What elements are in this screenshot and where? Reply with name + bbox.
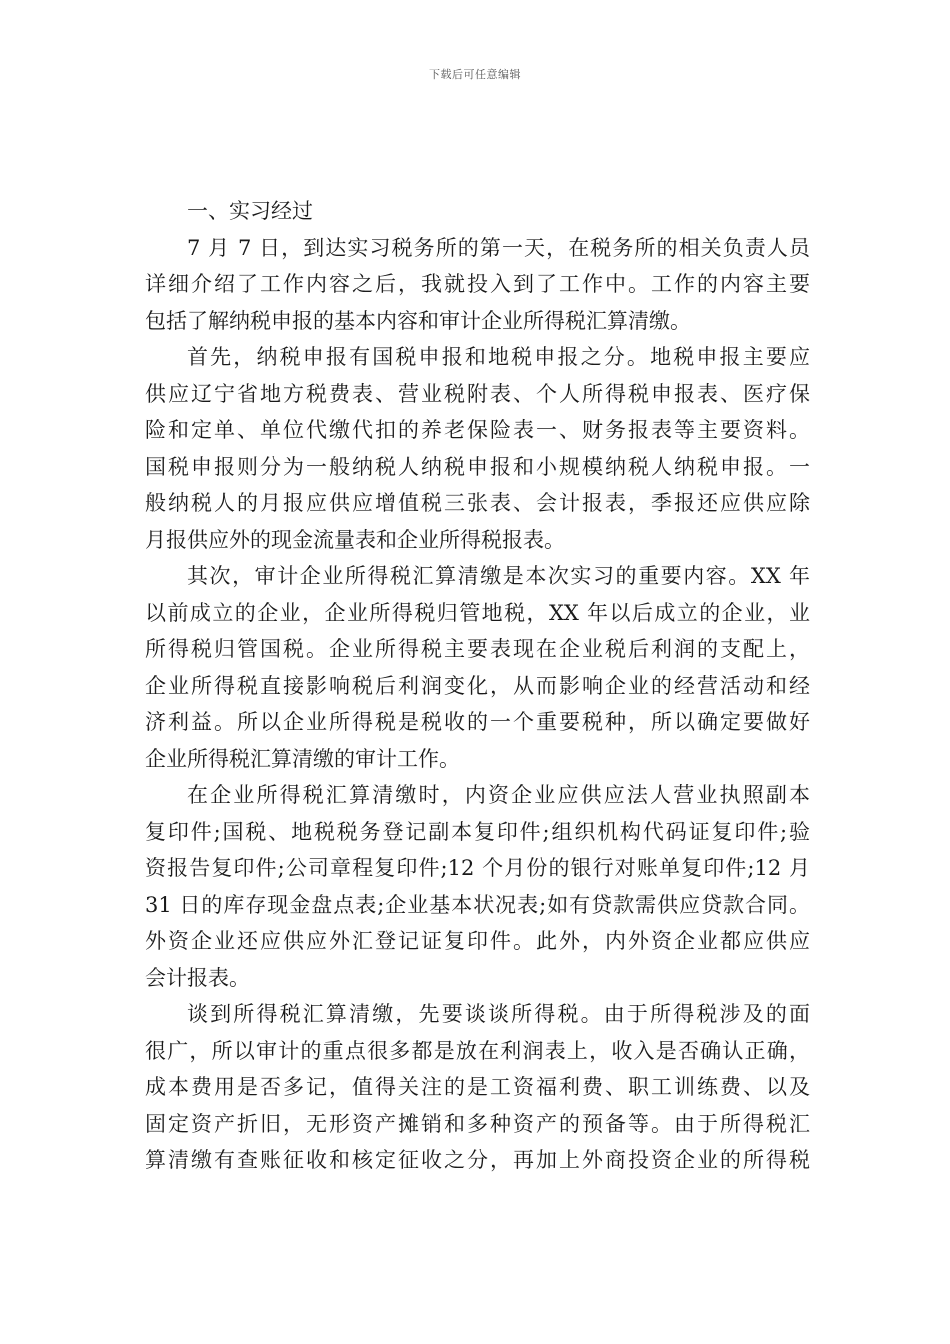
paragraph-line: 企业所得税直接影响税后利润变化，从而影响企业的经营活动和经 (145, 673, 810, 698)
paragraph-line: 7 月 7 日，到达实习税务所的第一天，在税务所的相关负责人员 (187, 235, 810, 260)
paragraph-line: 般纳税人的月报应供应增值税三张表、会计报表，季报还应供应除 (145, 491, 810, 515)
paragraph-line: 会计报表。 (145, 965, 250, 990)
paragraph-line: 国税申报则分为一般纳税人纳税申报和小规模纳税人纳税申报。一 (145, 454, 810, 479)
paragraph-line: 固定资产折旧，无形资产摊销和多种资产的预备等。由于所得税汇 (145, 1111, 810, 1136)
paragraph-line: 月报供应外的现金流量表和企业所得税报表。 (145, 527, 565, 552)
paragraph-line: 外资企业还应供应外汇登记证复印件。此外，内外资企业都应供应 (145, 929, 810, 953)
paragraph-line: 所得税归管国税。企业所得税主要表现在企业税后利润的支配上， (145, 637, 810, 661)
paragraph-line: 很广，所以审计的重点很多都是放在利润表上，收入是否确认正确， (145, 1038, 810, 1063)
paragraph-line: 其次，审计企业所得税汇算清缴是本次实习的重要内容。XX 年 (187, 564, 810, 588)
paragraph-line: 复印件;国税、地税税务登记副本复印件;组织机构代码证复印件;验 (145, 819, 810, 844)
paragraph-line: 算清缴有查账征收和核定征收之分，再加上外商投资企业的所得税 (145, 1148, 810, 1172)
paragraph-line: 31 日的库存现金盘点表;企业基本状况表;如有贷款需供应贷款合同。 (145, 892, 810, 917)
paragraph-line: 济利益。所以企业所得税是税收的一个重要税种，所以确定要做好 (145, 710, 810, 734)
paragraph-line: 资报告复印件;公司章程复印件;12 个月份的银行对账单复印件;12 月 (145, 856, 810, 880)
paragraph-line: 企业所得税汇算清缴的审计工作。 (145, 746, 460, 771)
paragraph-line: 首先，纳税申报有国税申报和地税申报之分。地税申报主要应 (187, 345, 810, 369)
section-heading: 一、实习经过 (187, 199, 313, 223)
page-header: 下载后可任意编辑 (429, 68, 521, 81)
paragraph-line: 在企业所得税汇算清缴时，内资企业应供应法人营业执照副本 (187, 783, 810, 807)
document-body (145, 193, 810, 1179)
paragraph-line: 供应辽宁省地方税费表、营业税附表、个人所得税申报表、医疗保 (145, 381, 810, 406)
paragraph-line: 以前成立的企业，企业所得税归管地税，XX 年以后成立的企业，业 (145, 600, 810, 625)
paragraph-line: 谈到所得税汇算清缴，先要谈谈所得税。由于所得税涉及的面 (187, 1002, 810, 1026)
paragraph-line: 详细介绍了工作内容之后，我就投入到了工作中。工作的内容主要 (145, 272, 810, 296)
paragraph-line: 险和定单、单位代缴代扣的养老保险表一、财务报表等主要资料。 (145, 418, 810, 442)
paragraph-line: 包括了解纳税申报的基本内容和审计企业所得税汇算清缴。 (145, 308, 691, 333)
paragraph-line: 成本费用是否多记，值得关注的是工资福利费、职工训练费、以及 (145, 1075, 810, 1099)
